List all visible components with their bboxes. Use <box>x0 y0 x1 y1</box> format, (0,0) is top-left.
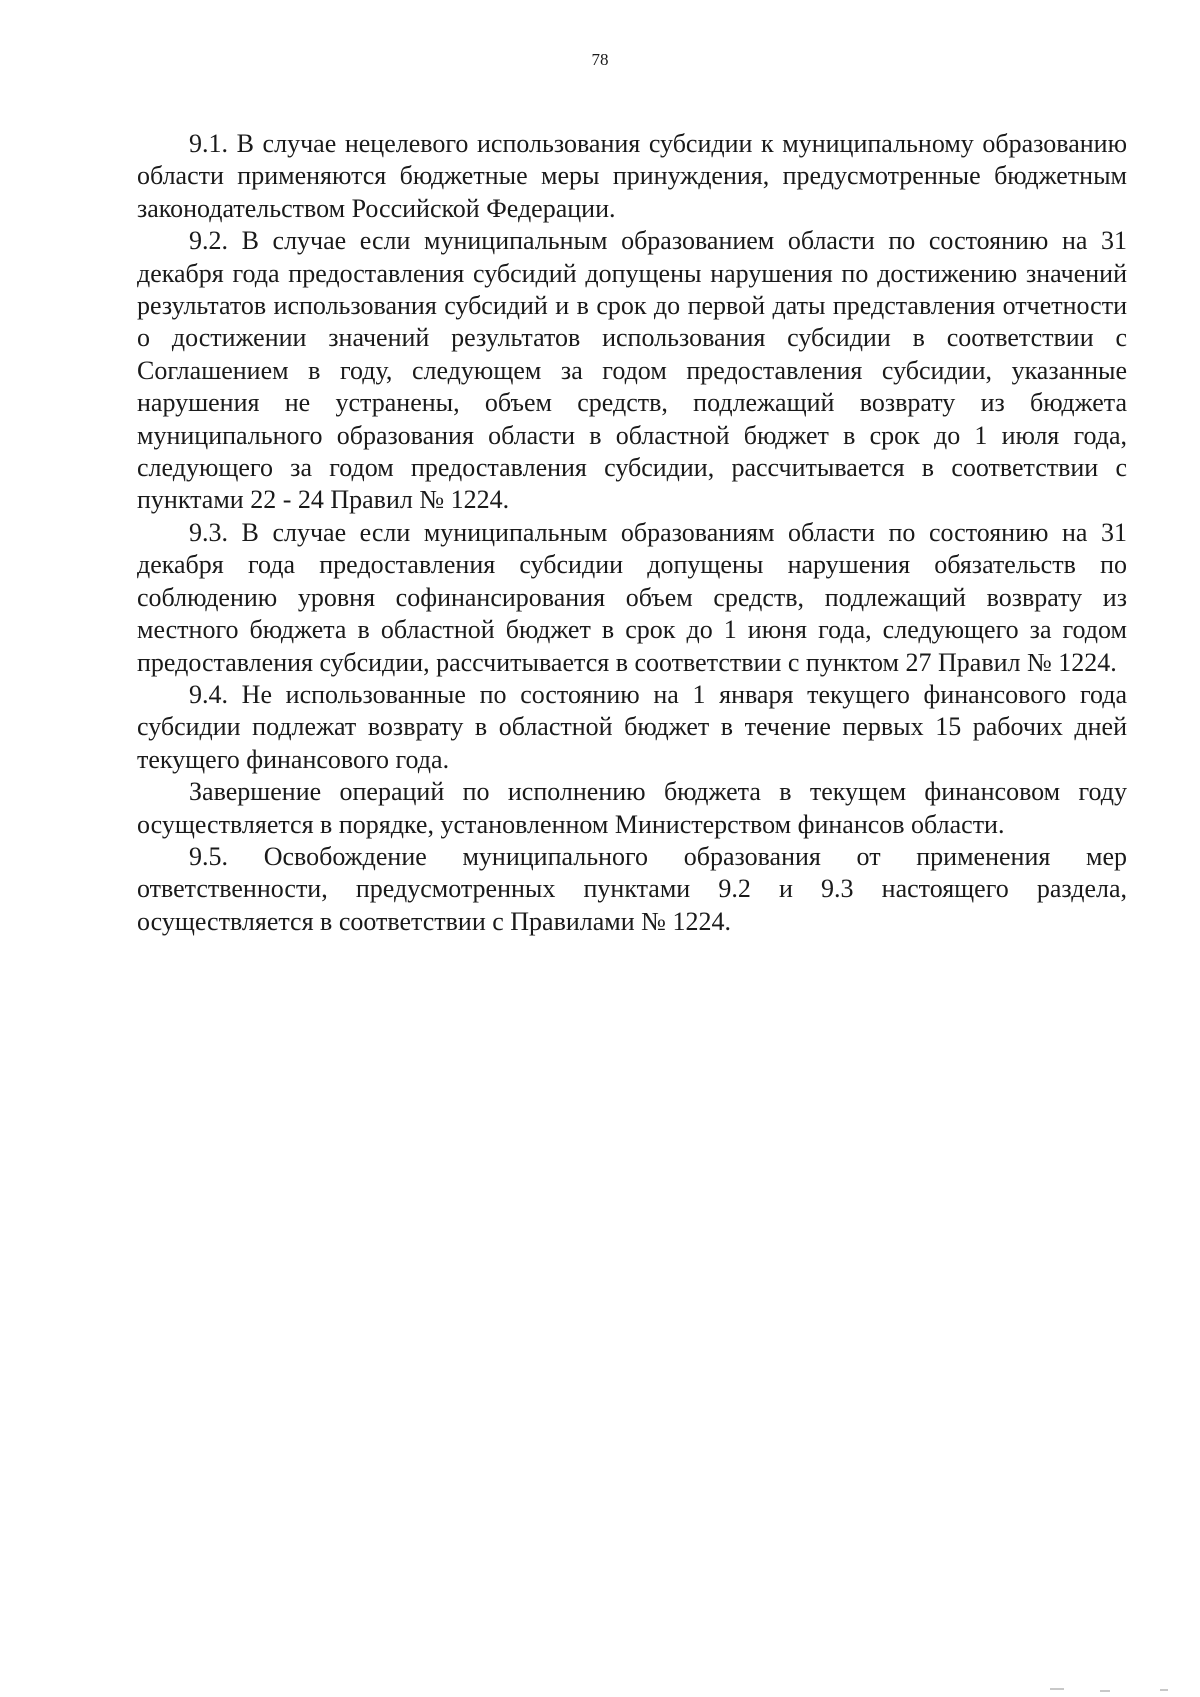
paragraph-9-2: 9.2. В случае если муниципальным образованием области по состоянию на 31 декабря года предоставления субсидий допущены нарушения по достижению значений результатов использования субсидий и в срок до первой даты представления отчетности о достижении значений результатов использования субсидии в соответствии с Соглашением в году, следующем за годом предоставления субсидии, указанные нарушения не устранены, объем средств, подлежащий возврату из бюджета муниципального образования области в областной бюджет в срок до 1 июля года, следующего за годом предоставления субсидии, рассчитывается в соответствии с пунктами 22 - 24 Правил № 1224. <box>137 226 1127 515</box>
page-number: 78 <box>591 50 609 69</box>
paragraph-9-4: 9.4. Не использованные по состоянию на 1 января текущего финансового года субсидии подлежат возврату в областной бюджет в течение первых 15 рабочих дней текущего финансового года. <box>137 679 1127 774</box>
paragraph-9-1: 9.1. В случае нецелевого использования субсидии к муниципальному образованию области применяются бюджетные меры принуждения, предусмотренные бюджетным законодательством Российской Федерации. <box>137 129 1127 223</box>
scan-artifact <box>1050 1688 1064 1690</box>
paragraph-9-3: 9.3. В случае если муниципальным образованиям области по состоянию на 31 декабря года предоставления субсидии допущены нарушения обязательств по соблюдению уровня софинансирования объем средств, подлежащий возврату из местного бюджета в областной бюджет в срок до 1 июня года, следующего за годом предоставления субсидии, рассчитывается в соответствии с пунктом 27 Правил № 1224. <box>137 517 1127 677</box>
document-body <box>137 128 1127 938</box>
paragraph-9-5: 9.5. Освобождение муниципального образования от применения мер ответственности, предусмотренных пунктами 9.2 и 9.3 настоящего раздела, осуществляется в соответствии с Правилами № 1224. <box>137 841 1127 936</box>
scan-artifact <box>1160 1689 1168 1691</box>
paragraph-completion-note: Завершение операций по исполнению бюджета в текущем финансовом году осуществляется в порядке, установленном Министерством финансов области. <box>137 777 1127 839</box>
scan-artifact <box>1100 1690 1110 1692</box>
